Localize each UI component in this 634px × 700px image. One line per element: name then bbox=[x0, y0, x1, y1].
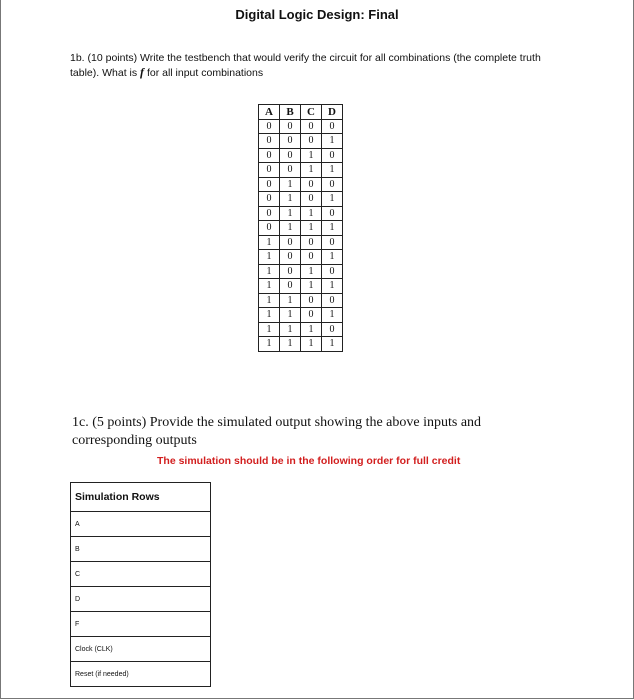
simulation-row-label: B bbox=[71, 537, 211, 562]
truth-table-cell: 0 bbox=[280, 148, 301, 163]
truth-table-cell: 1 bbox=[280, 337, 301, 352]
truth-table-cell: 0 bbox=[301, 235, 322, 250]
truth-table-row bbox=[259, 322, 343, 337]
truth-table-cell: 1 bbox=[301, 264, 322, 279]
truth-table-cell: 1 bbox=[322, 250, 343, 265]
question-1c: 1c. (5 points) Provide the simulated output showing the above inputs and corresponding outputs bbox=[72, 415, 482, 448]
truth-table-cell: 1 bbox=[280, 308, 301, 323]
truth-table-cell: 1 bbox=[322, 134, 343, 149]
truth-table-cell: 0 bbox=[259, 119, 280, 134]
truth-table-cell: 0 bbox=[259, 163, 280, 178]
question-1b bbox=[70, 51, 550, 80]
truth-table-cell: 0 bbox=[322, 322, 343, 337]
truth-table bbox=[258, 104, 343, 352]
simulation-row bbox=[71, 537, 211, 562]
truth-table-cell: 0 bbox=[280, 163, 301, 178]
truth-table-cell: 0 bbox=[280, 119, 301, 134]
truth-table-cell: 0 bbox=[259, 206, 280, 221]
truth-table-row bbox=[259, 163, 343, 178]
simulation-row-label: C bbox=[71, 562, 211, 587]
truth-table-cell: 0 bbox=[259, 134, 280, 149]
header-d: D bbox=[322, 105, 343, 120]
simulation-row bbox=[71, 587, 211, 612]
truth-table-cell: 0 bbox=[259, 221, 280, 236]
simulation-row bbox=[71, 662, 211, 687]
truth-table-cell: 1 bbox=[301, 148, 322, 163]
truth-table-cell: 1 bbox=[280, 206, 301, 221]
truth-table-cell: 1 bbox=[280, 293, 301, 308]
truth-table-cell: 1 bbox=[322, 308, 343, 323]
truth-table-row bbox=[259, 264, 343, 279]
truth-table-row bbox=[259, 206, 343, 221]
truth-table-row bbox=[259, 119, 343, 134]
simulation-table bbox=[70, 482, 211, 687]
truth-table-cell: 0 bbox=[280, 134, 301, 149]
truth-table-row bbox=[259, 250, 343, 265]
truth-table-cell: 1 bbox=[322, 163, 343, 178]
truth-table-row bbox=[259, 293, 343, 308]
truth-table-cell: 1 bbox=[301, 279, 322, 294]
simulation-row-label: Reset (if needed) bbox=[71, 662, 211, 687]
truth-table-cell: 0 bbox=[301, 119, 322, 134]
truth-table-cell: 1 bbox=[322, 337, 343, 352]
truth-table-row bbox=[259, 192, 343, 207]
simulation-table-body bbox=[71, 483, 211, 687]
truth-table-cell: 0 bbox=[301, 293, 322, 308]
simulation-row-label: Clock (CLK) bbox=[71, 637, 211, 662]
truth-table-cell: 1 bbox=[322, 279, 343, 294]
truth-table-cell: 0 bbox=[259, 148, 280, 163]
truth-table-cell: 1 bbox=[259, 250, 280, 265]
truth-table-cell: 1 bbox=[301, 337, 322, 352]
truth-table-cell: 1 bbox=[259, 308, 280, 323]
truth-table-cell: 1 bbox=[259, 322, 280, 337]
simulation-row bbox=[71, 512, 211, 537]
truth-table-cell: 1 bbox=[301, 322, 322, 337]
truth-table-row bbox=[259, 308, 343, 323]
truth-table-cell: 1 bbox=[280, 192, 301, 207]
truth-table-row bbox=[259, 177, 343, 192]
truth-table-cell: 0 bbox=[322, 264, 343, 279]
truth-table-cell: 0 bbox=[301, 134, 322, 149]
truth-table-row bbox=[259, 148, 343, 163]
simulation-row bbox=[71, 612, 211, 637]
truth-table-cell: 1 bbox=[280, 322, 301, 337]
header-a: A bbox=[259, 105, 280, 120]
truth-table-cell: 0 bbox=[280, 250, 301, 265]
truth-table-cell: 1 bbox=[259, 264, 280, 279]
truth-table-cell: 0 bbox=[322, 119, 343, 134]
page-title: Digital Logic Design: Final bbox=[235, 7, 399, 22]
truth-table-cell: 0 bbox=[259, 177, 280, 192]
simulation-row-label: D bbox=[71, 587, 211, 612]
truth-table-row bbox=[259, 235, 343, 250]
truth-table-cell: 0 bbox=[280, 264, 301, 279]
simulation-header-row bbox=[71, 483, 211, 512]
truth-table-header-row bbox=[259, 105, 343, 120]
truth-table-cell: 0 bbox=[301, 177, 322, 192]
question-1b-text: 1b. (10 points) Write the testbench that would verify the circuit for all combinations (the complete truth table). What is bbox=[70, 52, 541, 79]
truth-table-cell: 1 bbox=[259, 235, 280, 250]
truth-table-cell: 1 bbox=[301, 206, 322, 221]
truth-table-cell: 0 bbox=[322, 235, 343, 250]
truth-table-cell: 0 bbox=[280, 235, 301, 250]
simulation-row-label: F bbox=[71, 612, 211, 637]
truth-table-cell: 0 bbox=[322, 148, 343, 163]
truth-table-cell: 1 bbox=[259, 293, 280, 308]
truth-table-cell: 0 bbox=[259, 192, 280, 207]
simulation-note: The simulation should be in the following order for full credit bbox=[157, 455, 461, 467]
truth-table-cell: 0 bbox=[322, 177, 343, 192]
truth-table-cell: 1 bbox=[322, 221, 343, 236]
truth-table-row bbox=[259, 337, 343, 352]
header-c: C bbox=[301, 105, 322, 120]
simulation-table-header: Simulation Rows bbox=[71, 483, 211, 512]
truth-table-cell: 1 bbox=[301, 163, 322, 178]
truth-table-cell: 1 bbox=[301, 221, 322, 236]
truth-table-cell: 0 bbox=[301, 192, 322, 207]
truth-table-cell: 0 bbox=[301, 308, 322, 323]
truth-table-cell: 1 bbox=[322, 192, 343, 207]
truth-table-cell: 0 bbox=[301, 250, 322, 265]
truth-table-row bbox=[259, 221, 343, 236]
truth-table-cell: 0 bbox=[322, 206, 343, 221]
truth-table-cell: 1 bbox=[280, 221, 301, 236]
simulation-row bbox=[71, 637, 211, 662]
truth-table-body bbox=[259, 119, 343, 351]
f-symbol: f bbox=[140, 65, 145, 79]
simulation-row-label: A bbox=[71, 512, 211, 537]
simulation-row bbox=[71, 562, 211, 587]
question-1b-text-end: for all input combinations bbox=[144, 67, 264, 79]
truth-table-cell: 1 bbox=[259, 279, 280, 294]
truth-table-cell: 1 bbox=[259, 337, 280, 352]
truth-table-cell: 1 bbox=[280, 177, 301, 192]
truth-table-row bbox=[259, 279, 343, 294]
truth-table-cell: 0 bbox=[280, 279, 301, 294]
truth-table-row bbox=[259, 134, 343, 149]
truth-table-cell: 0 bbox=[322, 293, 343, 308]
header-b: B bbox=[280, 105, 301, 120]
